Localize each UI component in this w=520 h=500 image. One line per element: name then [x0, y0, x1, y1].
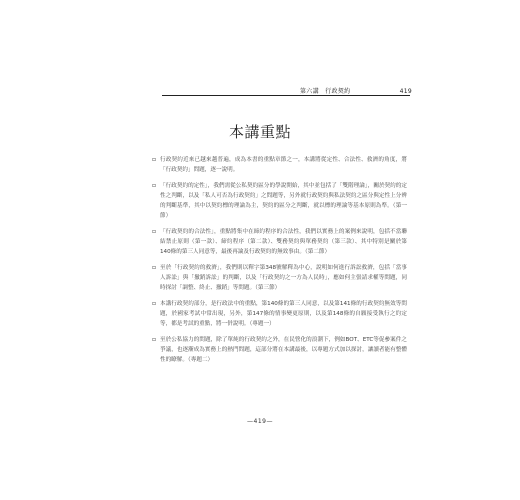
bullet-icon: ▫ — [152, 300, 157, 307]
bullet-icon: ▫ — [152, 264, 157, 271]
running-header — [300, 86, 412, 95]
key-point-text: 「行政契約的合法性」，重點將集中在締約程序的合法性，我們以實務上的案例來說明，包括不當聯結禁止原則（第一款）、締約程序（第二款）、雙務契約與單務契約（第三款）、其中特別是關於第140條的第三人同意等，最後再論及行政契約的無效事由。（第二節） — [160, 229, 407, 255]
key-point-text: 「行政契約的定性」，我們需從公私契約區分的學說開始，其中並包括了「雙階理論」，關於契約的定性之判斷，以及「私人可否為行政契約」之問題等，另外就行政契約與私法契約之區分與定性上分辨的判斷基準，其中以契約標的理論為主，契約的區分之判斷，就以標的理論等基本原則為準。（第一節） — [160, 183, 407, 219]
key-point-text: 本講行政契約部分，是行政法中的重點，第140條的第三人同意，以及第141條的行政契約無效等問題，於國家考試中常出現，另外，第147條的情事變更原則，以及第148條的自願接受執行之約定等，都是考試的重點，將一併說明。（專題一） — [160, 301, 407, 327]
bullet-icon: ▫ — [152, 336, 157, 343]
key-point-text: 至於「行政契約的救濟」，我們則以釋字第348號解釋為中心，說明如何進行訴訟救濟，包括「當事人訴訟」與「撤銷訴訟」的判斷，以及「行政契約之一方為人民時」，應如何主張請求權等問題，同時探討「調整、終止、撤銷」等問題。（第三節） — [160, 265, 407, 291]
header-rule — [162, 95, 410, 96]
section-title: 本講重點 — [228, 123, 291, 141]
key-point-item — [152, 227, 407, 257]
bullet-icon: ▫ — [152, 228, 157, 235]
key-point-item — [152, 263, 407, 293]
page-number: 419 — [399, 88, 412, 95]
bullet-icon: ▫ — [152, 182, 157, 189]
bullet-icon: ▫ — [152, 156, 157, 163]
page-footer: —419— — [247, 418, 273, 425]
key-point-item — [152, 299, 407, 329]
key-point-text: 至於公私協力的問題，除了單純的行政契約之外，在民營化的浪潮下，例如BOT、ETC等促參案件之爭議，也逐漸成為實務上的熱門問題，這部分將在本講最後，以專題方式加以探討，讓讀者能有整體性的瞭解。（專題二） — [160, 337, 407, 363]
key-point-text: 行政契約近來已越來越普遍，成為本書的重點章節之一，本講將從定性、合法性、救濟的角度，將「行政契約」問題，逐一說明。 — [160, 157, 407, 173]
key-point-item — [152, 335, 407, 365]
key-points-list — [152, 155, 407, 371]
chapter-title: 第六講 行政契約 — [300, 88, 351, 95]
key-point-item — [152, 155, 407, 175]
key-point-item — [152, 181, 407, 221]
